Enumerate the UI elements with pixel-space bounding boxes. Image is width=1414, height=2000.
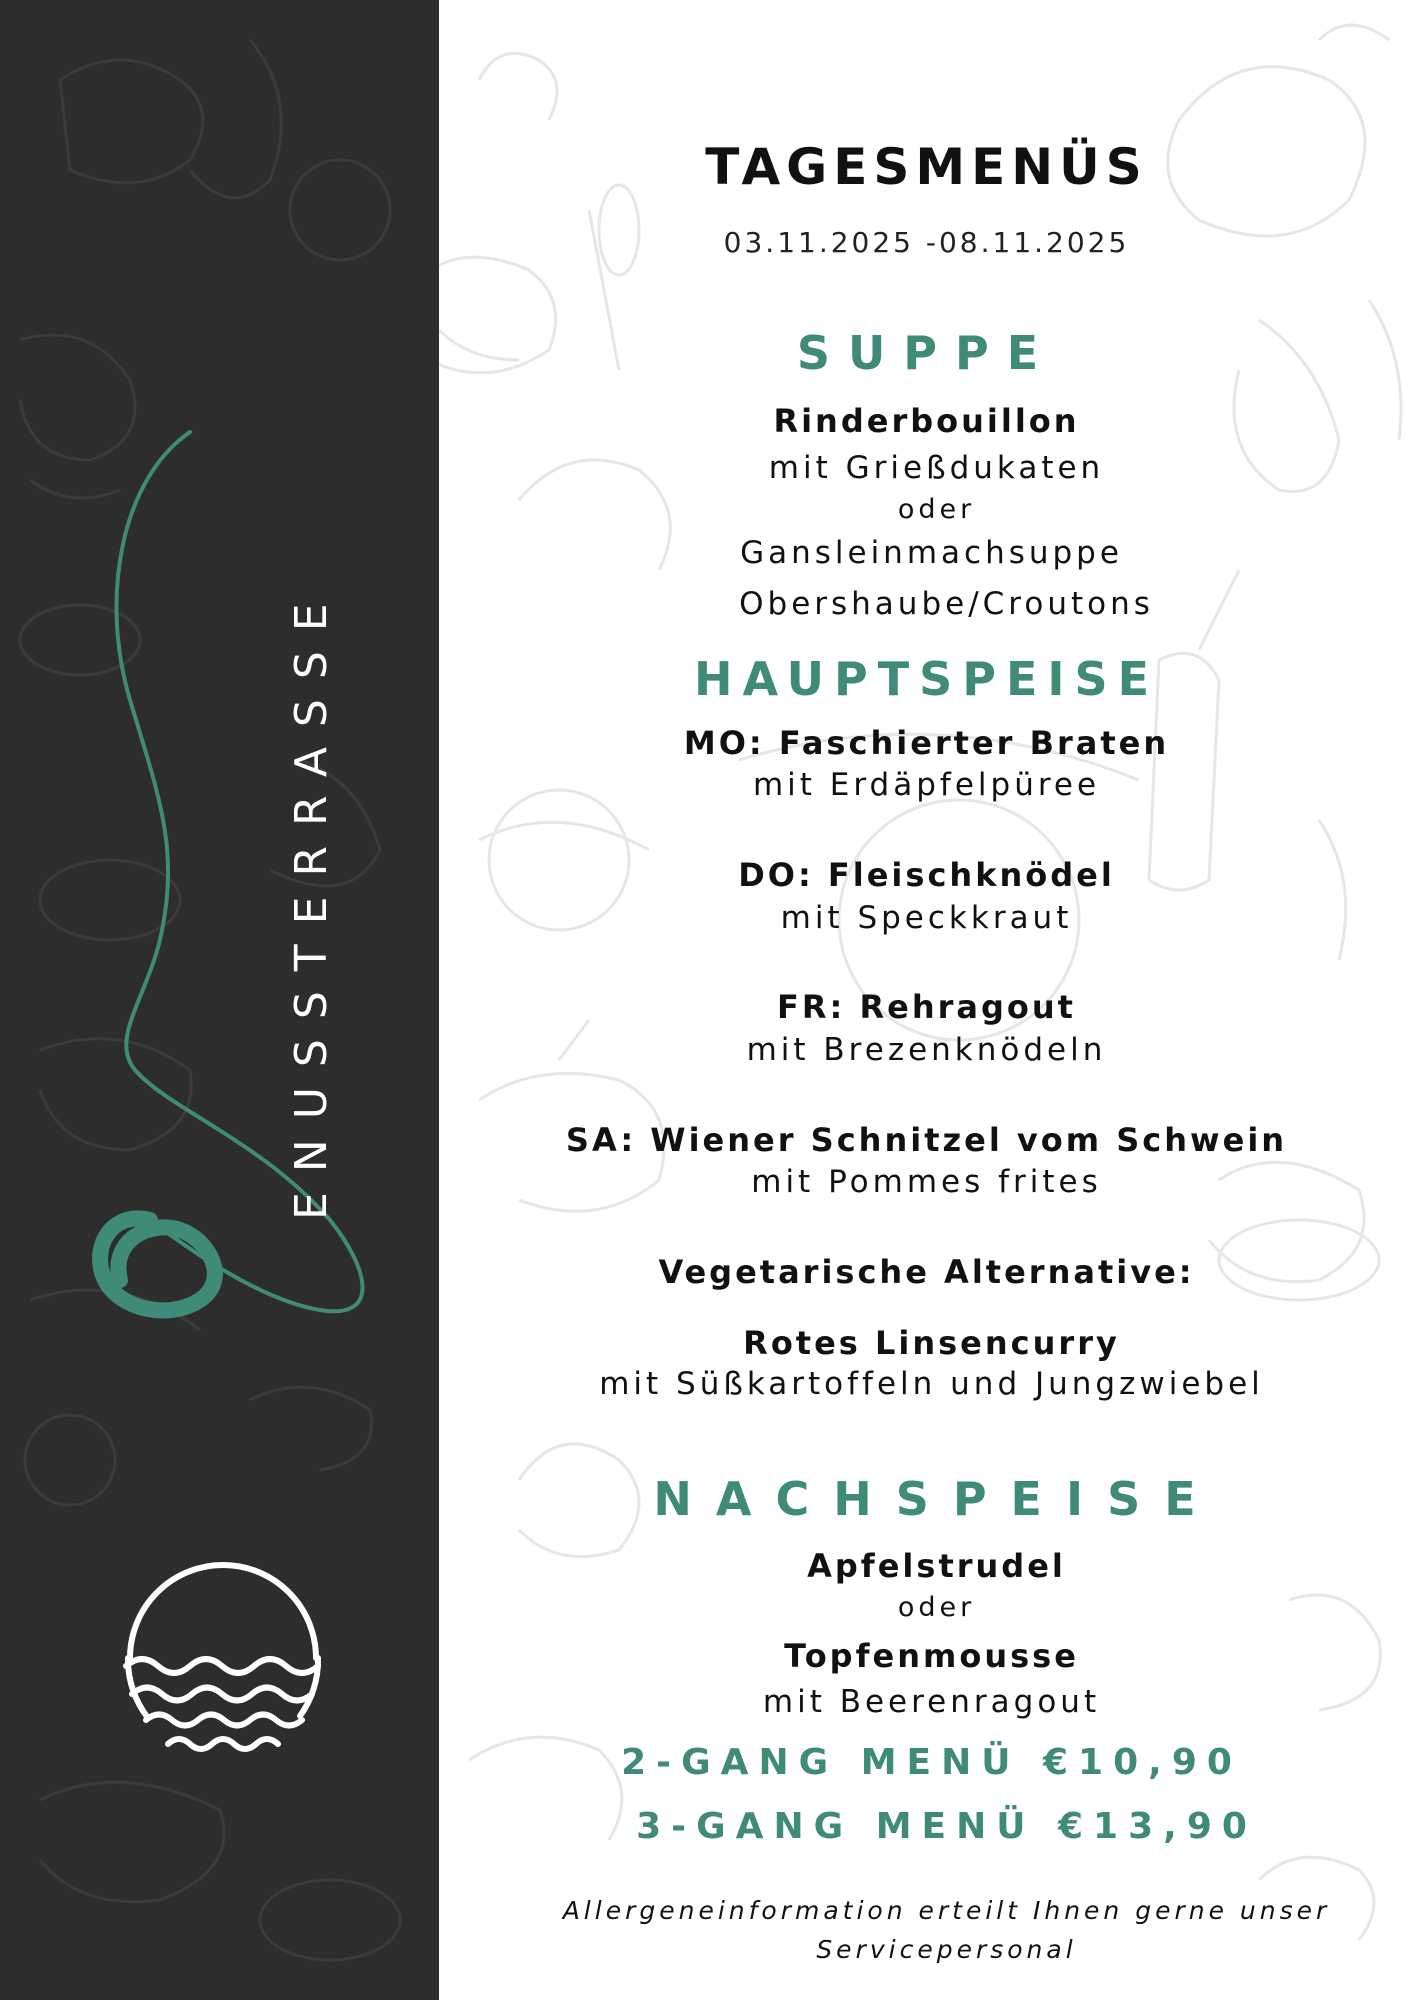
main-item-desc: mit Speckkraut bbox=[780, 900, 1073, 936]
price-two-course: 2-GANG MENÜ €10,90 bbox=[621, 1742, 1242, 1783]
soup-or: oder bbox=[897, 494, 976, 525]
main-item-name: FR: Rehragout bbox=[777, 988, 1076, 1026]
allergen-note: Allergeneinformation erteilt Ihnen gerne unser bbox=[562, 1896, 1331, 1925]
price-three-course: 3-GANG MENÜ €13,90 bbox=[636, 1806, 1257, 1847]
dessert-or: oder bbox=[897, 1592, 976, 1623]
brand-sidebar bbox=[0, 0, 439, 2000]
vegetarian-desc: mit Süßkartoffeln und Jungzwiebel bbox=[599, 1366, 1264, 1402]
main-item-name: DO: Fleischknödel bbox=[738, 856, 1115, 894]
main-heading: HAUPTSPEISE bbox=[693, 652, 1160, 706]
dessert-option-2-desc: mit Beerenragout bbox=[762, 1684, 1101, 1720]
main-item-desc: mit Brezenknödeln bbox=[746, 1032, 1107, 1068]
soup-option-2-desc: Obershaube/Croutons bbox=[739, 586, 1154, 622]
script-letter-g-icon bbox=[90, 420, 390, 1340]
main-item-name: SA: Wiener Schnitzel vom Schwein bbox=[565, 1121, 1288, 1159]
main-item-desc: mit Pommes frites bbox=[751, 1164, 1102, 1200]
date-range: 03.11.2025 -08.11.2025 bbox=[723, 226, 1130, 259]
soup-option-2-name: Gansleinmachsuppe bbox=[740, 535, 1123, 571]
dessert-option-2-name: Topfenmousse bbox=[784, 1637, 1079, 1675]
main-item-name: MO: Faschierter Braten bbox=[683, 724, 1170, 762]
allergen-note: Servicepersonal bbox=[816, 1935, 1077, 1964]
brand-name-vertical: ENUSSTERRASSE bbox=[286, 583, 337, 1220]
sun-over-waves-icon bbox=[118, 1548, 328, 1768]
vegetarian-name: Rotes Linsencurry bbox=[743, 1324, 1120, 1362]
vegetarian-heading: Vegetarische Alternative: bbox=[658, 1253, 1195, 1291]
dessert-heading: NACHSPEISE bbox=[653, 1472, 1220, 1526]
daily-menu bbox=[439, 0, 1414, 2000]
soup-option-1-desc: mit Grießdukaten bbox=[768, 450, 1105, 486]
soup-heading: SUPPE bbox=[796, 326, 1057, 380]
dessert-option-1-name: Apfelstrudel bbox=[807, 1547, 1066, 1585]
page-title: TAGESMENÜS bbox=[705, 138, 1148, 196]
main-item-desc: mit Erdäpfelpüree bbox=[752, 767, 1101, 803]
soup-option-1-name: Rinderbouillon bbox=[773, 402, 1080, 440]
